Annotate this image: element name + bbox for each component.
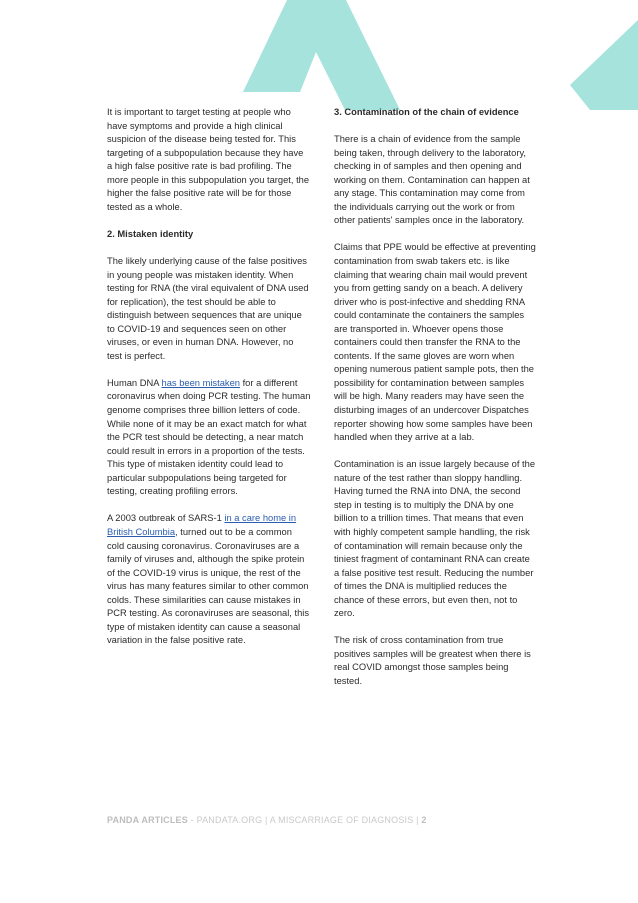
text: for a different coronavirus when doing PCR testing. The human genome comprises three billion letters of code. While none of it may be an exact match for what the PCR test should be detecting, a near match could result in errors in a proportion of the tests. This type of mistaken identity could lead to particular subpopulations being targeted for testing, creating profiling errors. — [107, 377, 311, 497]
paragraph — [107, 377, 311, 499]
text: , turned out to be a common cold causing coronavirus. Coronaviruses are a family of viruses and, although the spike protein of the COVID-19 virus is unique, the rest of the virus has many features similar to other common colds. These similarities can cause mistakes in PCR testing. As coronaviruses are seasonal, this type of mistaken identity can cause a seasonal variation in the false positive rate. — [107, 526, 310, 646]
teal-triangle-shape — [570, 20, 638, 110]
text: A 2003 outbreak of SARS-1 — [107, 513, 225, 524]
section-heading-mistaken-identity: 2. Mistaken identity — [107, 228, 194, 239]
teal-chevron-shape — [243, 0, 400, 110]
section-heading-contamination: 3. Contamination of the chain of evidence — [334, 107, 519, 117]
paragraph: It is important to target testing at people who have symptoms and provide a high clinical suspicion of the disease being tested for. This targeting of a subpopulation because they have a high false positive rate is bad profiling. The more people in this subpopulation you target, the higher the false positive rate will be for those tested as a whole. — [107, 107, 310, 212]
page-number: 2 — [421, 815, 427, 825]
paragraph: The risk of cross contamination from true positives samples will be greatest when there is real COVID amongst those samples being tested. — [334, 635, 531, 686]
paragraph — [107, 512, 311, 647]
footer-title: - PANDATA.ORG | A MISCARRIAGE OF DIAGNOSIS | — [187, 815, 422, 825]
paragraph: There is a chain of evidence from the sample being taken, through delivery to the laboratory, checking in of samples and then opening and working on them. Contamination can happen at any stage. This contamination may come from the individuals carrying out the work or from other patients' samples once in the laboratory. — [334, 134, 530, 226]
has-been-mistaken-link[interactable]: has been mistaken — [161, 377, 240, 388]
footer-brand: PANDA ARTICLES — [107, 815, 188, 825]
right-column — [334, 106, 536, 702]
text: Human DNA — [107, 377, 162, 388]
care-home-british-columbia-link[interactable]: in a care home in British Columbia — [107, 513, 297, 537]
decorative-header-shapes — [0, 0, 638, 110]
paragraph: The likely underlying cause of the false positives in young people was mistaken identity. When testing for RNA (the viral equivalent of DNA used for replication), the test should be able to distinguish between sequences that are unique to COVID-19 and sequences seen on other viruses, or even in human DNA. However, no test is perfect. — [107, 256, 309, 361]
left-column — [107, 106, 311, 661]
paragraph: Claims that PPE would be effective at preventing contamination from swab takers etc. is like claiming that wearing chain mail would prevent you from getting sandy on a beach. A delivery driver who is post-infective and shedding RNA could contaminate the containers the samples are transported in. Whoever opens those containers could then transfer the RNA to the contents. If the same gloves are worn when opening numerous patient sample pots, then the possibility for contamination between samples will be high. Many readers may have seen the disturbing images of an undercover Dispatches reporter showing how some samples have been handled when they arrive at a lab. — [334, 242, 536, 443]
paragraph: Contamination is an issue largely because of the nature of the test rather than sloppy handling. Having turned the RNA into DNA, the second step in testing is to multiply the DNA by one billion to a trillion times. That means that even with highly competent sample handling, the risk of contamination will remain because only the tiniest fragment of contaminant RNA can create a false positive test result. Reducing the number of times the DNA is multiplied reduces the chance of these errors, but even then, not to zero. — [334, 459, 536, 619]
page-footer — [107, 815, 427, 825]
